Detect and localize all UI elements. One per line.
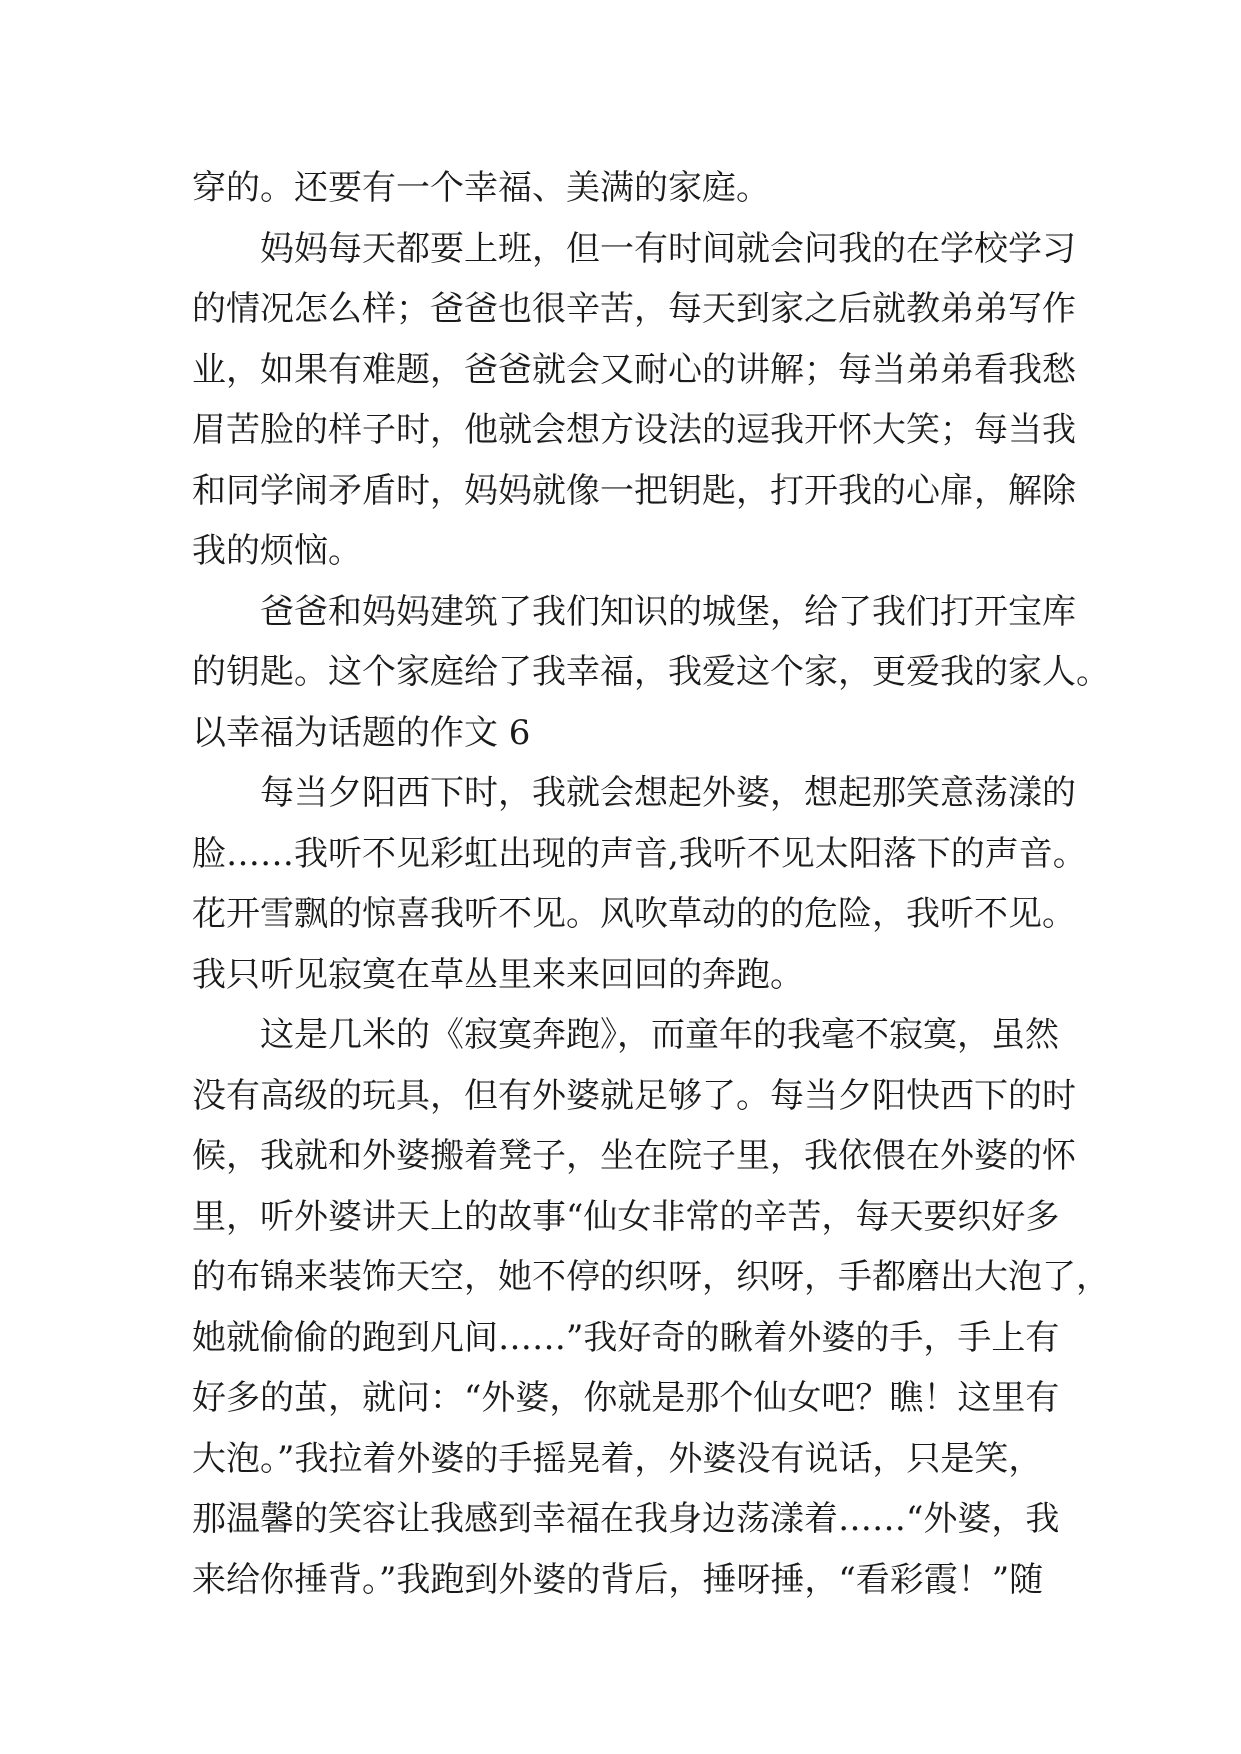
text-line: 妈妈每天都要上班，但一有时间就会问我的在学校学习 (260, 228, 1076, 269)
text-line: 这是几米的《寂寞奔跑》，而童年的我毫不寂寞，虽然 (260, 1015, 1059, 1055)
text-line: 爸爸和妈妈建筑了我们知识的城堡，给了我们打开宝库 (260, 591, 1076, 632)
text-line: 大泡。”我拉着外婆的手摇晃着，外婆没有说话，只是笑， (192, 1438, 1043, 1479)
text-line: 业，如果有难题，爸爸就会又耐心的讲解；每当弟弟看我愁 (192, 349, 1076, 390)
text-line: 那温馨的笑容让我感到幸福在我身边荡漾着……“外婆，我 (192, 1499, 1060, 1539)
section-heading: 以幸福为话题的作文 6 (192, 712, 531, 753)
text-line: 里，听外婆讲天上的故事“仙女非常的辛苦，每天要织好多 (192, 1196, 1060, 1237)
text-line: 的布锦来装饰天空，她不停的织呀，织呀，手都磨出大泡了， (192, 1257, 1110, 1297)
text-line: 候，我就和外婆搬着凳子，坐在院子里，我依偎在外婆的怀 (192, 1136, 1076, 1176)
text-line: 的钥匙。这个家庭给了我幸福，我爱这个家，更爱我的家人。 (192, 652, 1110, 692)
text-line: 脸……我听不见彩虹出现的声音,我听不见太阳落下的声音。 (192, 833, 1087, 874)
text-line: 每当夕阳西下时，我就会想起外婆，想起那笑意荡漾的 (260, 773, 1076, 813)
text-line: 我的烦恼。 (192, 531, 362, 571)
text-line: 眉苦脸的样子时，他就会想方设法的逗我开怀大笑；每当我 (192, 410, 1076, 450)
text-line: 好多的茧，就问：“外婆，你就是那个仙女吧？瞧！这里有 (192, 1378, 1060, 1418)
text-line: 我只听见寂寞在草丛里来来回回的奔跑。 (192, 954, 804, 995)
document-body (192, 158, 1110, 1610)
text-line: 没有高级的玩具，但有外婆就足够了。每当夕阳快西下的时 (192, 1075, 1076, 1116)
text-line: 穿的。还要有一个幸福、美满的家庭。 (192, 168, 770, 208)
text-line: 她就偷偷的跑到凡间……”我好奇的瞅着外婆的手，手上有 (192, 1317, 1060, 1358)
text-line: 的情况怎么样；爸爸也很辛苦，每天到家之后就教弟弟写作 (192, 289, 1076, 329)
text-line: 来给你捶背。”我跑到外婆的背后，捶呀捶，“看彩霞！”随 (192, 1559, 1044, 1600)
text-line: 和同学闹矛盾时，妈妈就像一把钥匙，打开我的心扉，解除 (192, 470, 1076, 511)
text-line: 花开雪飘的惊喜我听不见。风吹草动的的危险，我听不见。 (192, 894, 1076, 934)
